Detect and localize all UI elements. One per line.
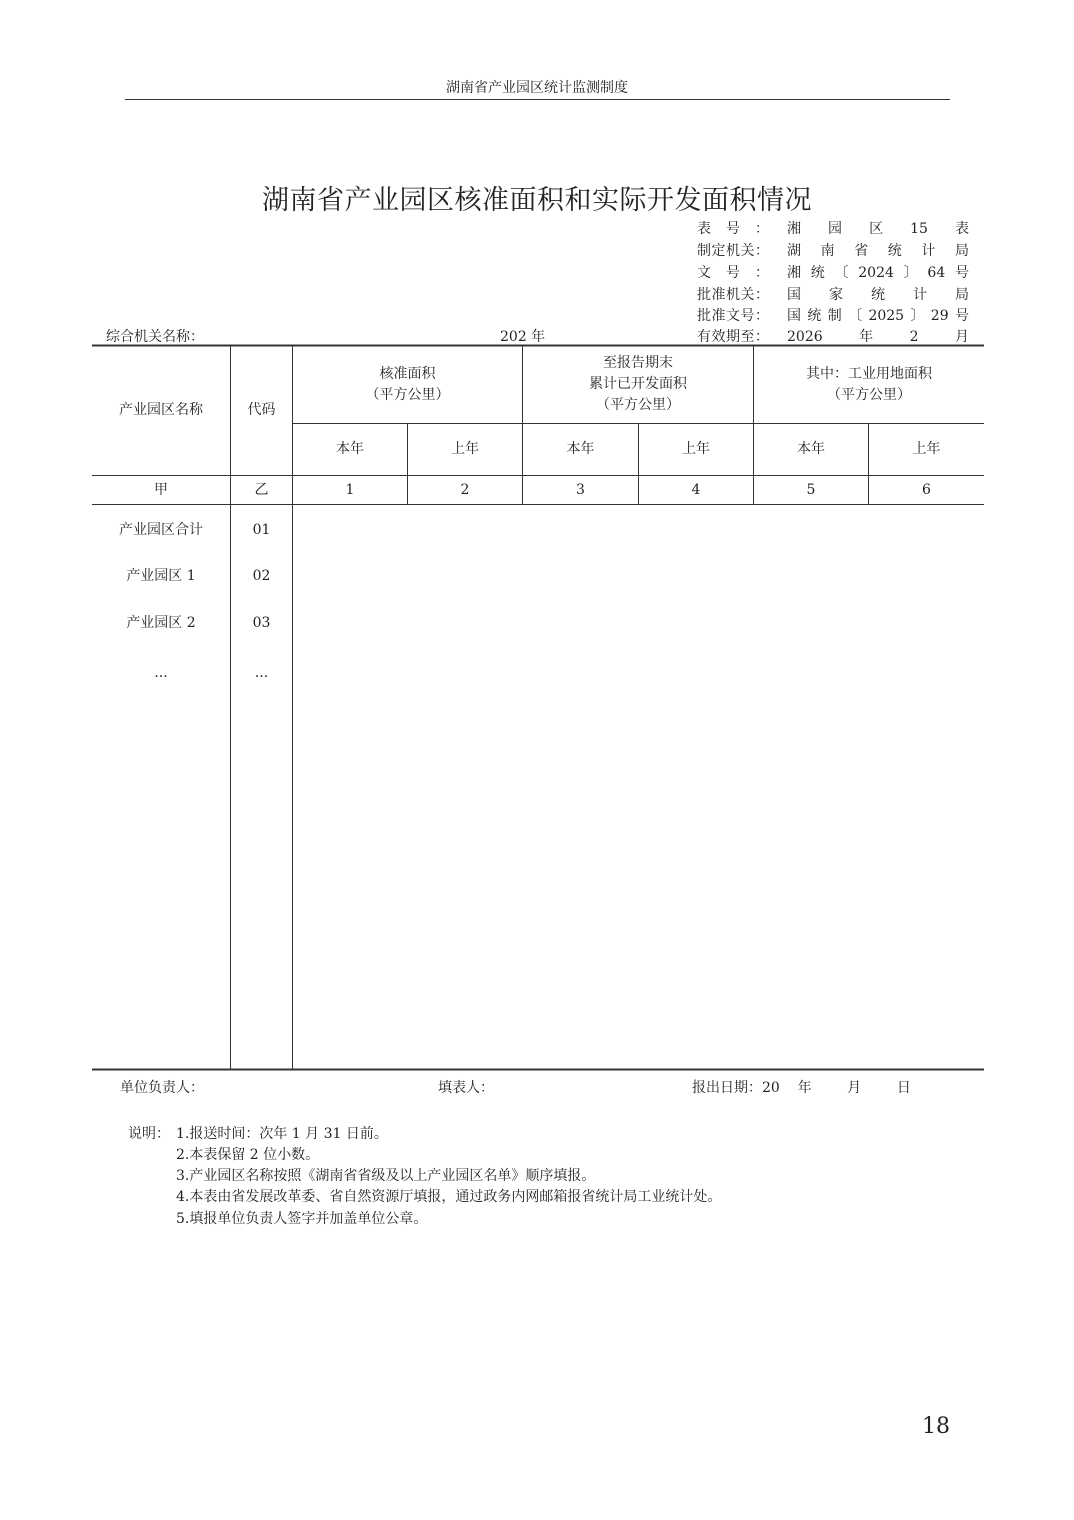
row-code: 01 — [252, 522, 271, 538]
row-park-name: 产业园区 2 — [126, 615, 196, 631]
year-label: 202 年 — [500, 329, 546, 345]
index-cell: 6 — [922, 482, 931, 498]
note-item: 5.填报单位负责人签字并加盖单位公章。 — [176, 1211, 428, 1227]
meta-value: 湖南省统计局 — [787, 243, 969, 259]
meta-label: 批准机关： — [697, 287, 769, 303]
header-approved-area-title: 核准面积 — [379, 366, 436, 382]
meta-label: 有效期至： — [697, 329, 769, 345]
subheader-last-year: 上年 — [451, 441, 479, 457]
subheader-this-year: 本年 — [336, 441, 364, 457]
row-code: 02 — [252, 568, 271, 584]
note-item: 3.产业园区名称按照《湖南省省级及以上产业园区名单》顺序填报。 — [176, 1168, 596, 1184]
meta-label: 表号： — [697, 221, 769, 237]
index-cell: 1 — [345, 482, 355, 498]
header-industrial-area-title: 其中：工业用地面积 — [806, 366, 932, 382]
header-approved-area — [293, 364, 522, 406]
meta-value: 国统制〔2025〕29号 — [787, 308, 969, 324]
index-cell: 5 — [806, 482, 816, 498]
header-developed-area — [523, 353, 753, 416]
notes-prefix: 说明： — [128, 1126, 170, 1142]
index-cell: 2 — [460, 482, 470, 498]
subheader-last-year: 上年 — [682, 441, 710, 457]
meta-label: 批准文号： — [697, 308, 769, 324]
meta-value: 湘统〔2024〕64号 — [787, 265, 969, 281]
subheader-last-year: 上年 — [912, 441, 941, 457]
note-item: 4.本表由省发展改革委、省自然资源厅填报，通过政务内网邮箱报省统计局工业统计处。 — [176, 1189, 722, 1205]
note-item: 1.报送时间：次年 1 月 31 日前。 — [176, 1126, 388, 1142]
org-name-label: 综合机关名称： — [106, 329, 204, 345]
row-code: 03 — [252, 615, 271, 631]
header-approved-area-unit: （平方公里） — [365, 387, 450, 403]
unit-head-label: 单位负责人： — [120, 1080, 204, 1096]
report-date-label: 报出日期：20 年 月 日 — [692, 1080, 911, 1096]
meta-label: 制定机关： — [697, 243, 769, 259]
subheader-this-year: 本年 — [566, 441, 595, 457]
filler-label: 填表人： — [438, 1080, 494, 1096]
subheader-this-year: 本年 — [797, 441, 825, 457]
meta-value: 国家统计局 — [787, 287, 969, 303]
note-item: 2.本表保留 2 位小数。 — [176, 1147, 320, 1163]
page-number: 18 — [922, 1414, 950, 1439]
index-cell: 3 — [576, 482, 585, 498]
row-park-name: 产业园区 1 — [126, 568, 196, 584]
running-header: 湖南省产业园区统计监测制度 — [446, 80, 628, 96]
meta-label: 文号： — [697, 265, 769, 281]
index-cell: 甲 — [154, 482, 168, 498]
index-cell: 4 — [691, 482, 701, 498]
page-title: 湖南省产业园区核准面积和实际开发面积情况 — [262, 185, 812, 216]
header-code: 代码 — [247, 402, 276, 418]
index-cell: 乙 — [254, 482, 269, 498]
row-code: ... — [254, 665, 269, 681]
row-park-name: 产业园区合计 — [119, 522, 203, 538]
header-developed-area-line1: 至报告期末 — [603, 355, 673, 371]
meta-value: 2026年2月 — [787, 329, 969, 345]
meta-value: 湘园区15表 — [787, 221, 969, 237]
header-developed-area-line2: 累计已开发面积 — [589, 376, 687, 392]
header-park-name: 产业园区名称 — [119, 402, 203, 418]
header-developed-area-unit: （平方公里） — [596, 397, 680, 413]
header-industrial-area — [754, 364, 984, 406]
row-park-name: ... — [154, 665, 168, 681]
header-industrial-area-unit: （平方公里） — [827, 387, 911, 403]
